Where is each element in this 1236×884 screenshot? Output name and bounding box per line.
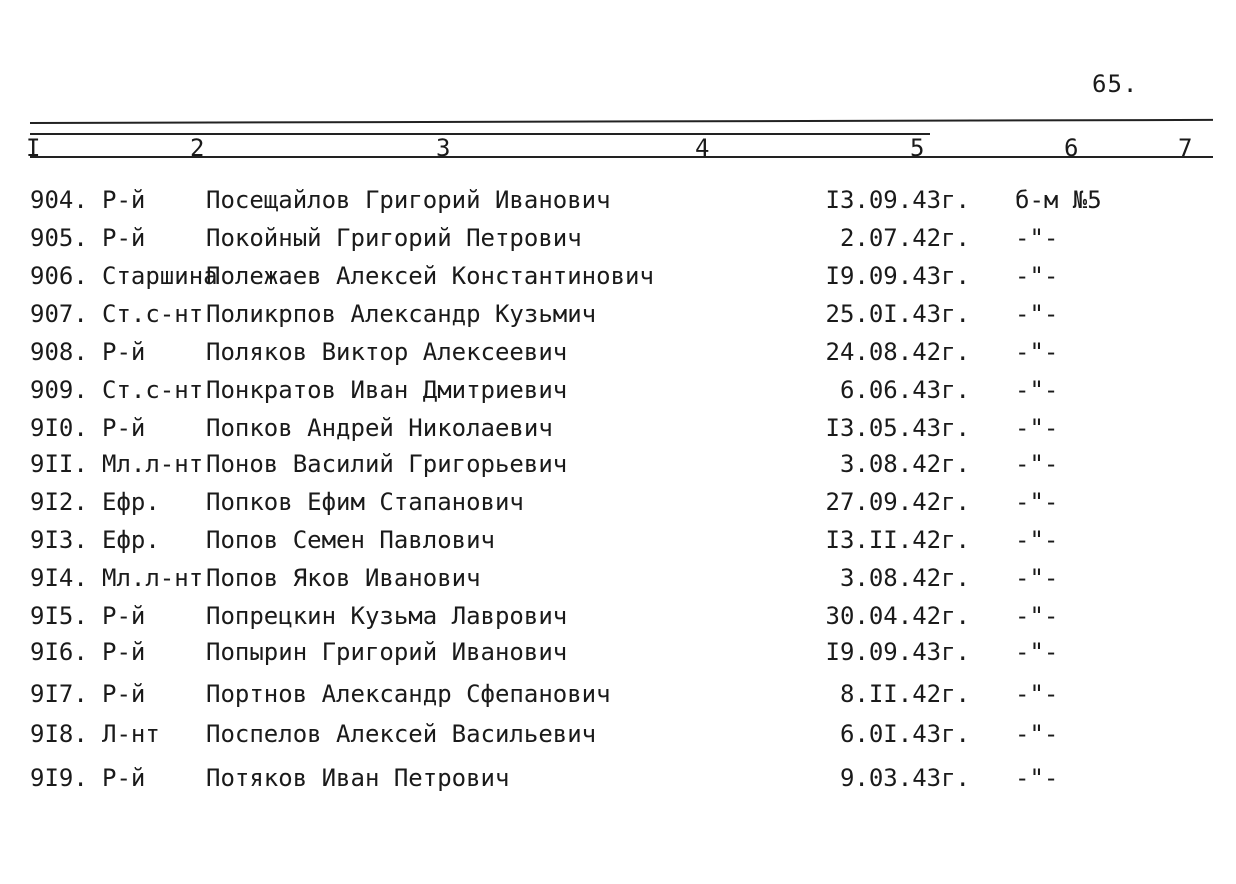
row-name: Попов Семен Павлович [206, 526, 495, 554]
row-name: Полежаев Алексей Константинович [206, 262, 654, 290]
row-num: 9I9. [30, 764, 88, 792]
row-rank: Ефр. [102, 526, 160, 554]
row-rank: Ефр. [102, 488, 160, 516]
table-row [30, 602, 1210, 638]
row-num: 9I4. [30, 564, 88, 592]
row-date: 2.07.42г. [839, 224, 970, 252]
row-name: Покойный Григорий Петрович [206, 224, 582, 252]
row-date: 3.08.42г. [839, 564, 970, 592]
row-name: Поликрпов Александр Кузьмич [206, 300, 597, 328]
row-rank: Р-й [102, 602, 146, 630]
row-rank: Р-й [102, 186, 146, 214]
row-place: -"- [1015, 638, 1059, 666]
row-place: -"- [1015, 414, 1059, 442]
row-date: 6.06.43г. [839, 376, 970, 404]
row-place: -"- [1015, 376, 1059, 404]
table-top-rule-inner [30, 133, 930, 135]
row-place: -"- [1015, 224, 1059, 252]
row-num: 9I6. [30, 638, 88, 666]
row-name: Попырин Григорий Иванович [206, 638, 568, 666]
row-num: 904. [30, 186, 88, 214]
row-rank: Р-й [102, 638, 146, 666]
row-date: 6.0I.43г. [839, 720, 970, 748]
column-header-3: 3 [436, 134, 451, 162]
table-row [30, 186, 1210, 222]
column-header-1: I [26, 134, 41, 162]
row-place: -"- [1015, 680, 1059, 708]
row-name: Портнов Александр Сфепанович [206, 680, 611, 708]
row-num: 9I7. [30, 680, 88, 708]
row-rank: Мл.л-нт [102, 450, 204, 478]
row-rank: Р-й [102, 764, 146, 792]
row-num: 9I0. [30, 414, 88, 442]
column-header-5: 5 [910, 134, 925, 162]
row-date: I3.05.43г. [825, 414, 970, 442]
row-place: б-м №5 [1015, 186, 1102, 214]
row-place: -"- [1015, 602, 1059, 630]
row-date: 30.04.42г. [825, 602, 970, 630]
row-date: 27.09.42г. [825, 488, 970, 516]
row-num: 9I5. [30, 602, 88, 630]
table-row [30, 450, 1210, 486]
row-date: 9.03.43г. [839, 764, 970, 792]
table-row [30, 764, 1210, 800]
row-rank: Старшина [102, 262, 218, 290]
row-name: Попрецкин Кузьма Лаврович [206, 602, 568, 630]
table-row [30, 488, 1210, 524]
table-top-rule [30, 119, 1213, 124]
table-header-rule [30, 156, 1213, 158]
row-num: 9II. [30, 450, 88, 478]
row-place: -"- [1015, 488, 1059, 516]
row-place: -"- [1015, 564, 1059, 592]
row-name: Поспелов Алексей Васильевич [206, 720, 597, 748]
column-header-6: 6 [1064, 134, 1079, 162]
row-date: 24.08.42г. [825, 338, 970, 366]
row-place: -"- [1015, 450, 1059, 478]
column-header-7: 7 [1178, 134, 1193, 162]
row-rank: Мл.л-нт [102, 564, 204, 592]
row-place: -"- [1015, 262, 1059, 290]
row-num: 905. [30, 224, 88, 252]
row-num: 909. [30, 376, 88, 404]
row-name: Потяков Иван Петрович [206, 764, 510, 792]
row-place: -"- [1015, 300, 1059, 328]
row-rank: Р-й [102, 680, 146, 708]
row-name: Понов Василий Григорьевич [206, 450, 568, 478]
table-row [30, 526, 1210, 562]
table-row [30, 224, 1210, 260]
row-date: 3.08.42г. [839, 450, 970, 478]
table-row [30, 300, 1210, 336]
row-rank: Л-нт [102, 720, 160, 748]
table-row [30, 720, 1210, 756]
row-name: Попков Андрей Николаевич [206, 414, 553, 442]
row-name: Попков Ефим Стапанович [206, 488, 524, 516]
row-num: 907. [30, 300, 88, 328]
row-place: -"- [1015, 764, 1059, 792]
row-num: 908. [30, 338, 88, 366]
column-header-2: 2 [190, 134, 205, 162]
column-header-4: 4 [695, 134, 710, 162]
row-rank: Р-й [102, 414, 146, 442]
row-num: 906. [30, 262, 88, 290]
row-rank: Р-й [102, 338, 146, 366]
row-date: I9.09.43г. [825, 262, 970, 290]
row-date: I3.09.43г. [825, 186, 970, 214]
row-place: -"- [1015, 338, 1059, 366]
table-row [30, 564, 1210, 600]
table-row [30, 680, 1210, 716]
row-name: Поляков Виктор Алексеевич [206, 338, 568, 366]
row-rank: Р-й [102, 224, 146, 252]
row-date: I3.II.42г. [825, 526, 970, 554]
table-row [30, 638, 1210, 674]
row-name: Понкратов Иван Дмитриевич [206, 376, 568, 404]
table-row [30, 338, 1210, 374]
row-num: 9I3. [30, 526, 88, 554]
row-num: 9I8. [30, 720, 88, 748]
row-rank: Ст.с-нт [102, 376, 204, 404]
row-date: 8.II.42г. [839, 680, 970, 708]
row-name: Посещайлов Григорий Иванович [206, 186, 611, 214]
row-num: 9I2. [30, 488, 88, 516]
table-row [30, 376, 1210, 412]
table-row [30, 262, 1210, 298]
row-rank: Ст.с-нт [102, 300, 204, 328]
page-number: 65. [1092, 70, 1139, 98]
row-date: 25.0I.43г. [825, 300, 970, 328]
row-place: -"- [1015, 526, 1059, 554]
row-date: I9.09.43г. [825, 638, 970, 666]
row-name: Попов Яков Иванович [206, 564, 481, 592]
row-place: -"- [1015, 720, 1059, 748]
table-row [30, 414, 1210, 450]
